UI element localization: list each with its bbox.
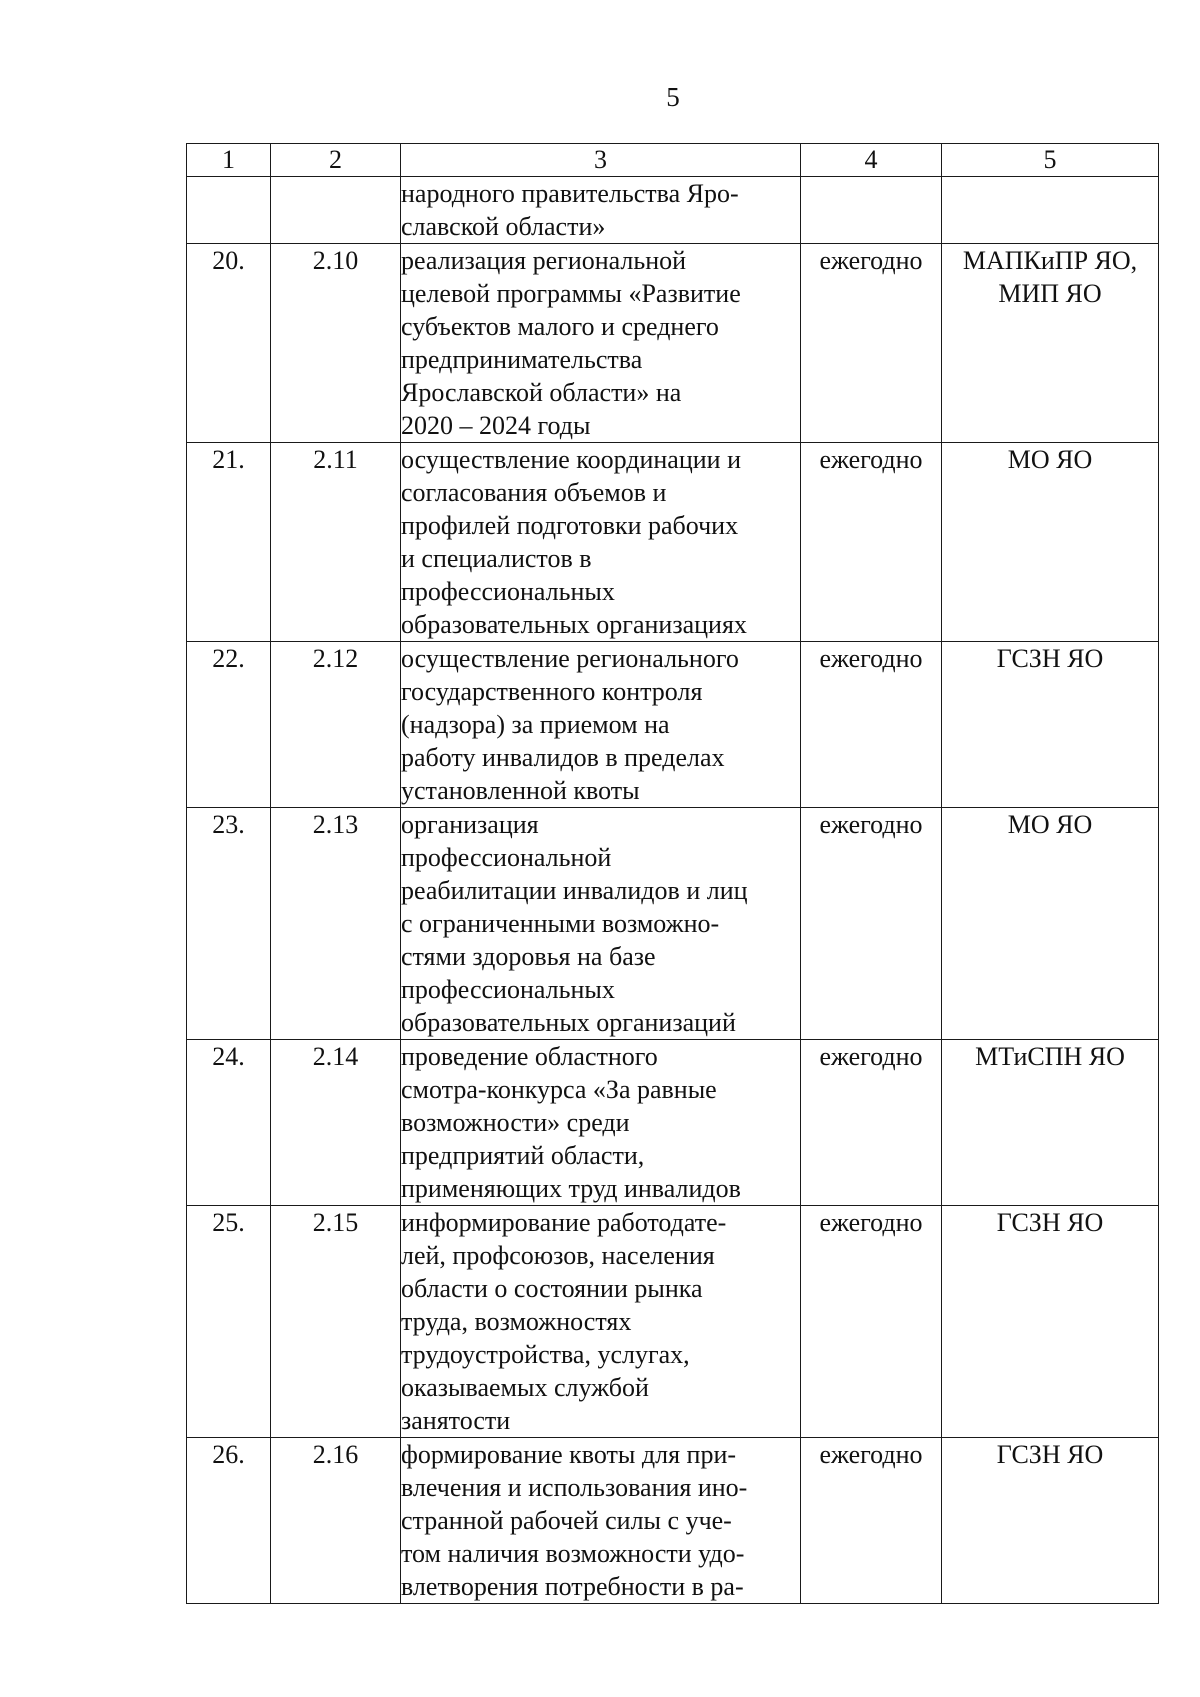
measure-text-line: предпринимательства — [401, 345, 643, 374]
row-executor — [942, 1040, 1159, 1206]
row-code: 2.12 — [271, 642, 401, 808]
row-number: 21. — [187, 443, 271, 642]
row-code: 2.16 — [271, 1438, 401, 1604]
measure-text-line: профессиональных — [401, 975, 615, 1004]
row-executor — [942, 808, 1159, 1040]
measure-text-line: формирование квоты для при- — [401, 1440, 737, 1469]
table-row — [187, 1438, 1159, 1604]
table-row — [187, 1040, 1159, 1206]
measure-text-line: применяющих труд инвалидов — [401, 1174, 741, 1203]
row-executor — [942, 1438, 1159, 1604]
row-term: ежегодно — [801, 1438, 942, 1604]
row-executor — [942, 1206, 1159, 1438]
header-col-5: 5 — [942, 144, 1159, 177]
page-number — [0, 82, 1200, 113]
row-term: ежегодно — [801, 1206, 942, 1438]
table-body — [187, 177, 1159, 1604]
executor-line: МО ЯО — [1007, 445, 1093, 474]
row-term: ежегодно — [801, 1040, 942, 1206]
row-measure-text — [401, 1040, 801, 1206]
table-row — [187, 177, 1159, 244]
row-term: ежегодно — [801, 642, 942, 808]
measure-text-line: организация — [401, 810, 539, 839]
measure-text-line: трудоустройства, услугах, — [401, 1340, 690, 1369]
measure-text-line: информирование работодате- — [401, 1208, 727, 1237]
measure-text-line: реализация региональной — [401, 246, 687, 275]
row-number: 22. — [187, 642, 271, 808]
row-executor — [942, 177, 1159, 244]
row-term: ежегодно — [801, 443, 942, 642]
measure-text-line: стями здоровья на базе — [401, 942, 656, 971]
measure-text-line: оказываемых службой — [401, 1373, 649, 1402]
measure-text-line: том наличия возможности удо- — [401, 1539, 745, 1568]
row-number: 26. — [187, 1438, 271, 1604]
header-col-2: 2 — [271, 144, 401, 177]
measure-text-line: профессиональных — [401, 577, 615, 606]
measure-text-line: смотра-конкурса «За равные — [401, 1075, 717, 1104]
table-row — [187, 642, 1159, 808]
measure-text-line: осуществление координации и — [401, 445, 741, 474]
row-term: ежегодно — [801, 808, 942, 1040]
measure-text-line: лей, профсоюзов, населения — [401, 1241, 715, 1270]
measure-text-line: предприятий области, — [401, 1141, 645, 1170]
row-number — [187, 177, 271, 244]
measure-text-line: влетворения потребности в ра- — [401, 1572, 744, 1601]
measure-text-line: и специалистов в — [401, 544, 592, 573]
measure-text-line: с ограниченными возможно- — [401, 909, 720, 938]
row-code — [271, 177, 401, 244]
measure-text-line: профессиональной — [401, 843, 612, 872]
row-number: 24. — [187, 1040, 271, 1206]
measure-text-line: занятости — [401, 1406, 511, 1435]
measure-text-line: славской области» — [401, 212, 606, 241]
executor-line: МО ЯО — [1007, 810, 1093, 839]
table-row — [187, 808, 1159, 1040]
table-row — [187, 443, 1159, 642]
row-code: 2.11 — [271, 443, 401, 642]
measure-text-line: установленной квоты — [401, 776, 640, 805]
row-code: 2.10 — [271, 244, 401, 443]
measure-text-line: области о состоянии рынка — [401, 1274, 703, 1303]
row-code: 2.15 — [271, 1206, 401, 1438]
header-col-3: 3 — [401, 144, 801, 177]
measure-text-line: (надзора) за приемом на — [401, 710, 670, 739]
table-header-row — [187, 144, 1159, 177]
page-number-text: 5 — [666, 82, 680, 112]
row-measure-text — [401, 244, 801, 443]
table-row — [187, 1206, 1159, 1438]
measures-table — [186, 143, 1159, 1604]
row-number: 25. — [187, 1206, 271, 1438]
row-executor — [942, 244, 1159, 443]
measure-text-line: труда, возможностях — [401, 1307, 632, 1336]
measure-text-line: целевой программы «Развитие — [401, 279, 741, 308]
measure-text-line: влечения и использования ино- — [401, 1473, 748, 1502]
measure-text-line: согласования объемов и — [401, 478, 667, 507]
executor-line: ГСЗН ЯО — [996, 644, 1104, 673]
measure-text-line: образовательных организаций — [401, 1008, 736, 1037]
row-number: 20. — [187, 244, 271, 443]
row-code: 2.14 — [271, 1040, 401, 1206]
measure-text-line: странной рабочей силы с уче- — [401, 1506, 732, 1535]
row-number: 23. — [187, 808, 271, 1040]
measure-text-line: проведение областного — [401, 1042, 658, 1071]
measure-text-line: субъектов малого и среднего — [401, 312, 719, 341]
row-measure-text — [401, 808, 801, 1040]
row-term: ежегодно — [801, 244, 942, 443]
executor-line: МАПКиПР ЯО, — [962, 246, 1138, 275]
measure-text-line: работу инвалидов в пределах — [401, 743, 725, 772]
row-measure-text — [401, 642, 801, 808]
measure-text-line: осуществление регионального — [401, 644, 739, 673]
executor-line: МИП ЯО — [998, 279, 1102, 308]
row-term — [801, 177, 942, 244]
row-executor — [942, 443, 1159, 642]
measure-text-line: народного правительства Яро- — [401, 179, 739, 208]
row-executor — [942, 642, 1159, 808]
measure-text-line: Ярославской области» на — [401, 378, 682, 407]
executor-line: ГСЗН ЯО — [996, 1208, 1104, 1237]
header-col-4: 4 — [801, 144, 942, 177]
measure-text-line: профилей подготовки рабочих — [401, 511, 739, 540]
measure-text-line: государственного контроля — [401, 677, 703, 706]
executor-line: ГСЗН ЯО — [996, 1440, 1104, 1469]
measure-text-line: реабилитации инвалидов и лиц — [401, 876, 748, 905]
table-row — [187, 244, 1159, 443]
row-measure-text — [401, 443, 801, 642]
measure-text-line: образовательных организациях — [401, 610, 747, 639]
row-measure-text — [401, 1438, 801, 1604]
measure-text-line: возможности» среди — [401, 1108, 630, 1137]
header-col-1: 1 — [187, 144, 271, 177]
row-code: 2.13 — [271, 808, 401, 1040]
measure-text-line: 2020 – 2024 годы — [401, 411, 591, 440]
row-measure-text — [401, 177, 801, 244]
executor-line: МТиСПН ЯО — [975, 1042, 1125, 1071]
row-measure-text — [401, 1206, 801, 1438]
